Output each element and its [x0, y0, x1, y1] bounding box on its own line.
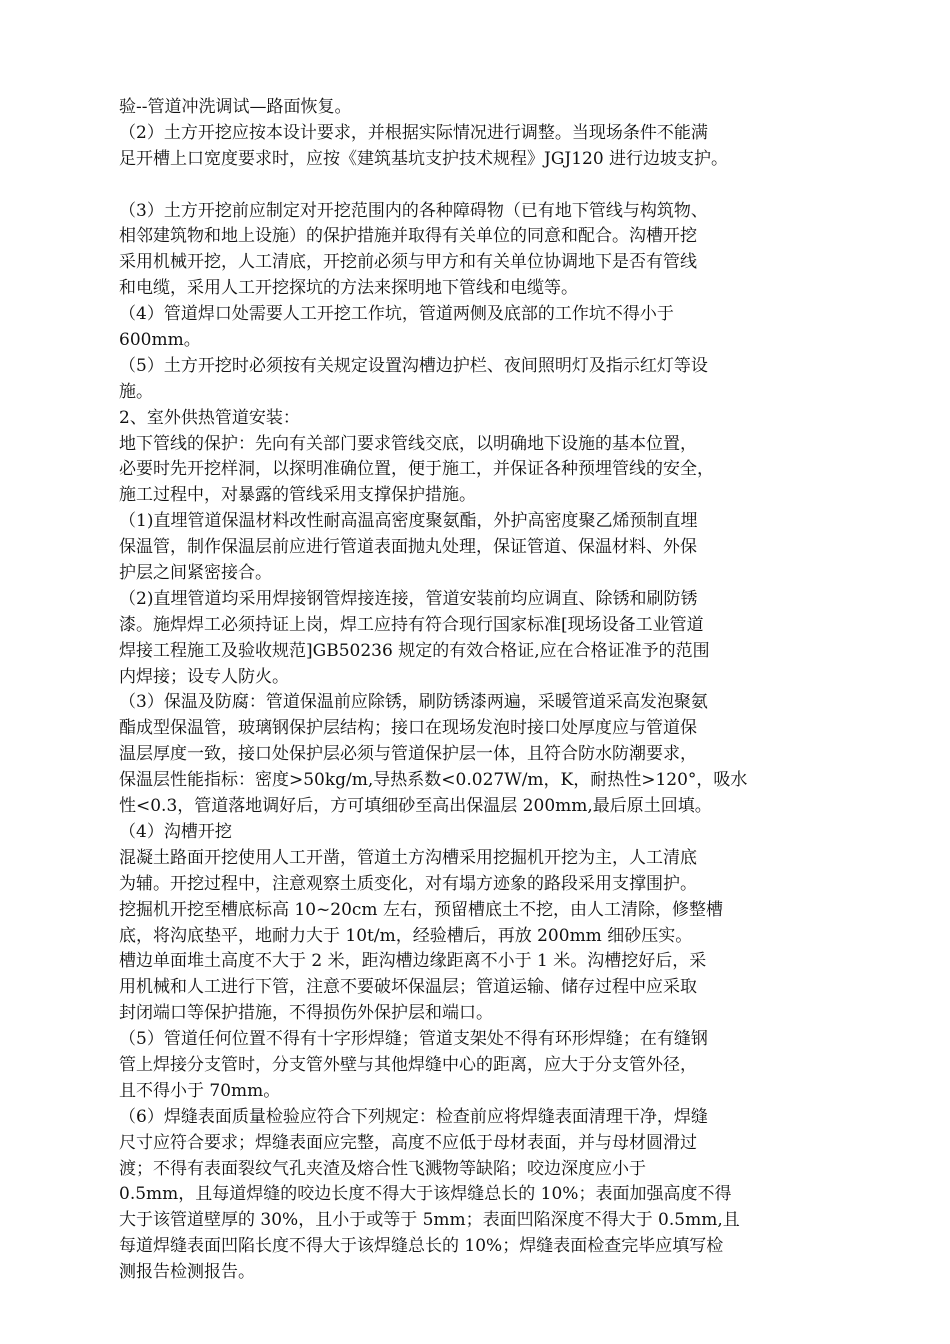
text-line: 内焊接；设专人防火。	[119, 666, 289, 687]
text-line: （5）管道任何位置不得有十字形焊缝；管道支架处不得有环形焊缝；在有缝钢	[119, 1029, 708, 1050]
blank-line	[119, 173, 831, 199]
text-line: 底，将沟底垫平，地耐力大于 10t/m，经验槽后，再放 200mm 细砂压实。	[119, 925, 693, 946]
text-line: 足开槽上口宽度要求时，应按《建筑基坑支护技术规程》JGJ120 进行边坡支护。	[119, 148, 729, 169]
text-line: 每道焊缝表面凹陷长度不得大于该焊缝总长的 10%；焊缝表面检查完毕应填写检	[119, 1236, 724, 1257]
text-line: 测报告检测报告。	[119, 1262, 255, 1283]
text-line: 验--管道冲洗调试—路面恢复。	[119, 97, 352, 117]
text-line: 和电缆，采用人工开挖探坑的方法来探明地下管线和电缆等。	[119, 278, 578, 299]
text-line: 用机械和人工进行下管，注意不要破坏保温层；管道运输、储存过程中应采取	[119, 977, 697, 998]
text-line: 焊接工程施工及验收规范]GB50236 规定的有效合格证,应在合格证准予的范围	[119, 640, 710, 661]
text-line: 酯成型保温管，玻璃钢保护层结构；接口在现场发泡时接口处厚度应与管道保	[119, 718, 697, 739]
text-line: 性<0.3，管道落地调好后，方可填细砂至高出保温层 200mm,最后原土回填。	[119, 796, 712, 817]
text-line: （4）管道焊口处需要人工开挖工作坑，管道两侧及底部的工作坑不得小于	[119, 304, 674, 325]
text-line: 地下管线的保护：先向有关部门要求管线交底，以明确地下设施的基本位置，	[119, 433, 697, 454]
text-line: 且不得小于 70mm。	[119, 1080, 281, 1101]
text-line: 为辅。开挖过程中，注意观察土质变化，对有塌方迹象的路段采用支撑围护。	[119, 873, 697, 894]
text-line: 渡；不得有表面裂纹气孔夹渣及熔合性飞溅物等缺陷；咬边深度应小于	[119, 1158, 646, 1179]
text-line: 封闭端口等保护措施，不得损伤外保护层和端口。	[119, 1003, 493, 1024]
text-line: 管上焊接分支管时，分支管外壁与其他焊缝中心的距离，应大于分支管外径，	[119, 1054, 697, 1075]
text-line: 相邻建筑物和地上设施）的保护措施并取得有关单位的同意和配合。沟槽开挖	[119, 226, 697, 247]
text-line: 保温管，制作保温层前应进行管道表面抛丸处理，保证管道、保温材料、外保	[119, 537, 697, 558]
text-line: 槽边单面堆土高度不大于 2 米，距沟槽边缘距离不小于 1 米。沟槽挖好后，采	[119, 951, 707, 972]
text-line: 温层厚度一致，接口处保护层必须与管道保护层一体，且符合防水防潮要求，	[119, 744, 697, 765]
text-line: 大于该管道壁厚的 30%，且小于或等于 5mm；表面凹陷深度不得大于 0.5mm,且	[119, 1210, 740, 1231]
text-line: 采用机械开挖，人工清底，开挖前必须与甲方和有关单位协调地下是否有管线	[119, 252, 697, 273]
text-line: 600mm。	[119, 330, 201, 351]
text-line: 挖掘机开挖至槽底标高 10~20cm 左右，预留槽底土不挖，由人工清除，修整槽	[119, 899, 723, 920]
text-line: 混凝土路面开挖使用人工开凿，管道土方沟槽采用挖掘机开挖为主，人工清底	[119, 847, 697, 868]
document-body	[119, 95, 831, 1286]
text-line: 必要时先开挖样洞，以探明准确位置，便于施工，并保证各种预埋管线的安全，	[119, 459, 714, 480]
text-line: （3）保温及防腐：管道保温前应除锈，刷防锈漆两遍，采暖管道采高发泡聚氨	[119, 692, 708, 713]
text-line: （3）土方开挖前应制定对开挖范围内的各种障碍物（已有地下管线与构筑物、	[119, 200, 708, 221]
text-line: 漆。施焊焊工必须持证上岗，焊工应持有符合现行国家标准[现场设备工业管道	[119, 614, 704, 635]
text-line: （5）土方开挖时必须按有关规定设置沟槽边护栏、夜间照明灯及指示红灯等设	[119, 355, 708, 376]
subsection-heading: （4）沟槽开挖	[119, 821, 232, 842]
text-line: 0.5mm，且每道焊缝的咬边长度不得大于该焊缝总长的 10%；表面加强高度不得	[119, 1184, 732, 1205]
text-line: （2）土方开挖应按本设计要求，并根据实际情况进行调整。当现场条件不能满	[119, 122, 708, 143]
text-line: 尺寸应符合要求；焊缝表面应完整，高度不应低于母材表面，并与母材圆滑过	[119, 1132, 697, 1153]
text-line: （1)直埋管道保温材料改性耐高温高密度聚氨酯，外护高密度聚乙烯预制直埋	[119, 511, 698, 532]
text-line: 保温层性能指标：密度>50kg/m,导热系数<0.027W/m，K，耐热性>120°，吸水	[119, 770, 748, 791]
text-line: （6）焊缝表面质量检验应符合下列规定：检查前应将焊缝表面清理干净，焊缝	[119, 1106, 708, 1127]
section-heading: 2、室外供热管道安装：	[119, 407, 300, 428]
text-line: （2)直埋管道均采用焊接钢管焊接连接，管道安装前均应调直、除锈和刷防锈	[119, 588, 698, 609]
text-line: 护层之间紧密接合。	[119, 563, 272, 584]
text-line: 施工过程中，对暴露的管线采用支撑保护措施。	[119, 485, 476, 506]
text-line: 施。	[119, 381, 153, 402]
